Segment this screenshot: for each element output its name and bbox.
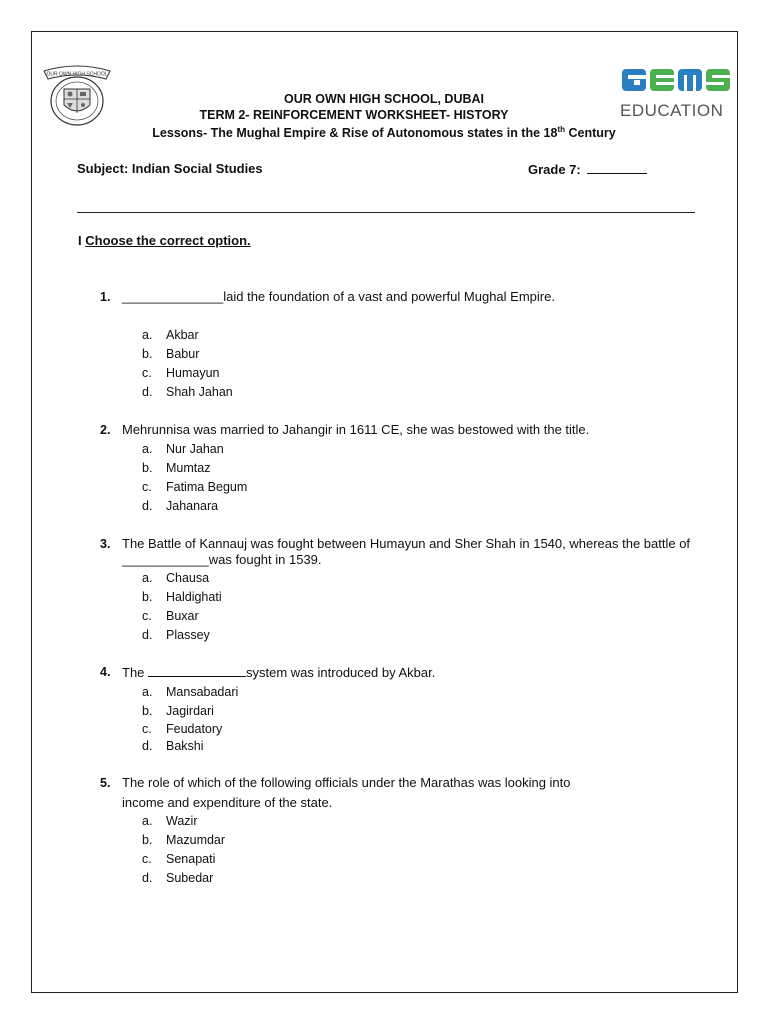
section-title: Choose the correct option. (85, 233, 251, 248)
grade-label: Grade 7: (528, 162, 581, 177)
option-3b[interactable]: b. Haldighati (142, 590, 222, 604)
question-2-text: Mehrunnisa was married to Jahangir in 1611 CE, she was bestowed with the title. (122, 422, 590, 437)
gems-wordmark-icon (620, 66, 732, 94)
question-number: 2. (100, 423, 111, 437)
question-4-text: The system was introduced by Akbar. (122, 665, 436, 680)
option-3c[interactable]: c. Buxar (142, 609, 199, 623)
section-numeral: I (78, 233, 82, 248)
answer-blank[interactable] (148, 664, 246, 677)
section-heading (78, 233, 251, 248)
grade-field[interactable] (528, 161, 647, 177)
option-4c[interactable]: c. Feudatory (142, 722, 223, 736)
crest-banner-text: OUR OWN HIGH SCHOOL (46, 71, 108, 78)
option-5c[interactable]: c. Senapati (142, 852, 216, 866)
subject-label: Subject: Indian Social Studies (77, 161, 263, 176)
answer-blank[interactable]: ____________ (122, 552, 209, 567)
option-2a[interactable]: a. Nur Jahan (142, 442, 224, 456)
lessons-suffix: Century (565, 126, 616, 141)
question-3-text-line2: ____________was fought in 1539. (122, 552, 322, 567)
option-2d[interactable]: d. Jahanara (142, 499, 219, 513)
option-4d[interactable]: d. Bakshi (142, 739, 204, 753)
grade-blank[interactable] (587, 161, 647, 174)
lessons-line (0, 125, 768, 140)
header-divider (77, 212, 695, 213)
option-2b[interactable]: b. Mumtaz (142, 461, 211, 475)
option-3d[interactable]: d. Plassey (142, 628, 210, 642)
option-4a[interactable]: a. Mansabadari (142, 685, 239, 699)
worksheet-title: TERM 2- REINFORCEMENT WORKSHEET- HISTORY (199, 108, 509, 122)
option-3a[interactable]: a. Chausa (142, 571, 210, 585)
question-5-text-line2: income and expenditure of the state. (122, 795, 333, 810)
question-number: 4. (100, 665, 111, 679)
lessons-text: Lessons- The Mughal Empire & Rise of Autonomous states in the 18 (152, 126, 558, 141)
gems-subtext: EDUCATION (620, 101, 724, 120)
lessons-sup: th (557, 125, 565, 134)
question-3-text: The Battle of Kannauj was fought between Humayun and Sher Shah in 1540, whereas the battle of (122, 536, 691, 551)
option-1d[interactable]: d. Shah Jahan (142, 385, 233, 399)
option-1b[interactable]: b. Babur (142, 347, 200, 361)
option-5a[interactable]: a. Wazir (142, 814, 198, 828)
question-number: 3. (100, 537, 111, 551)
option-1a[interactable]: a. Akbar (142, 328, 199, 342)
school-name: OUR OWN HIGH SCHOOL, DUBAI (284, 92, 484, 106)
option-5d[interactable]: d. Subedar (142, 871, 214, 885)
question-5-text: The role of which of the following officials under the Marathas was looking into (122, 775, 571, 790)
question-1-text (122, 289, 555, 305)
answer-blank[interactable]: ______________ (122, 289, 224, 304)
question-number: 5. (100, 776, 111, 790)
question-number: 1. (100, 290, 111, 304)
option-5b[interactable]: b. Mazumdar (142, 833, 226, 847)
option-2c[interactable]: c. Fatima Begum (142, 480, 248, 494)
option-1c[interactable]: c. Humayun (142, 366, 220, 380)
question-text: laid the foundation of a vast and powerful Mughal Empire. (223, 289, 555, 304)
option-4b[interactable]: b. Jagirdari (142, 704, 214, 718)
